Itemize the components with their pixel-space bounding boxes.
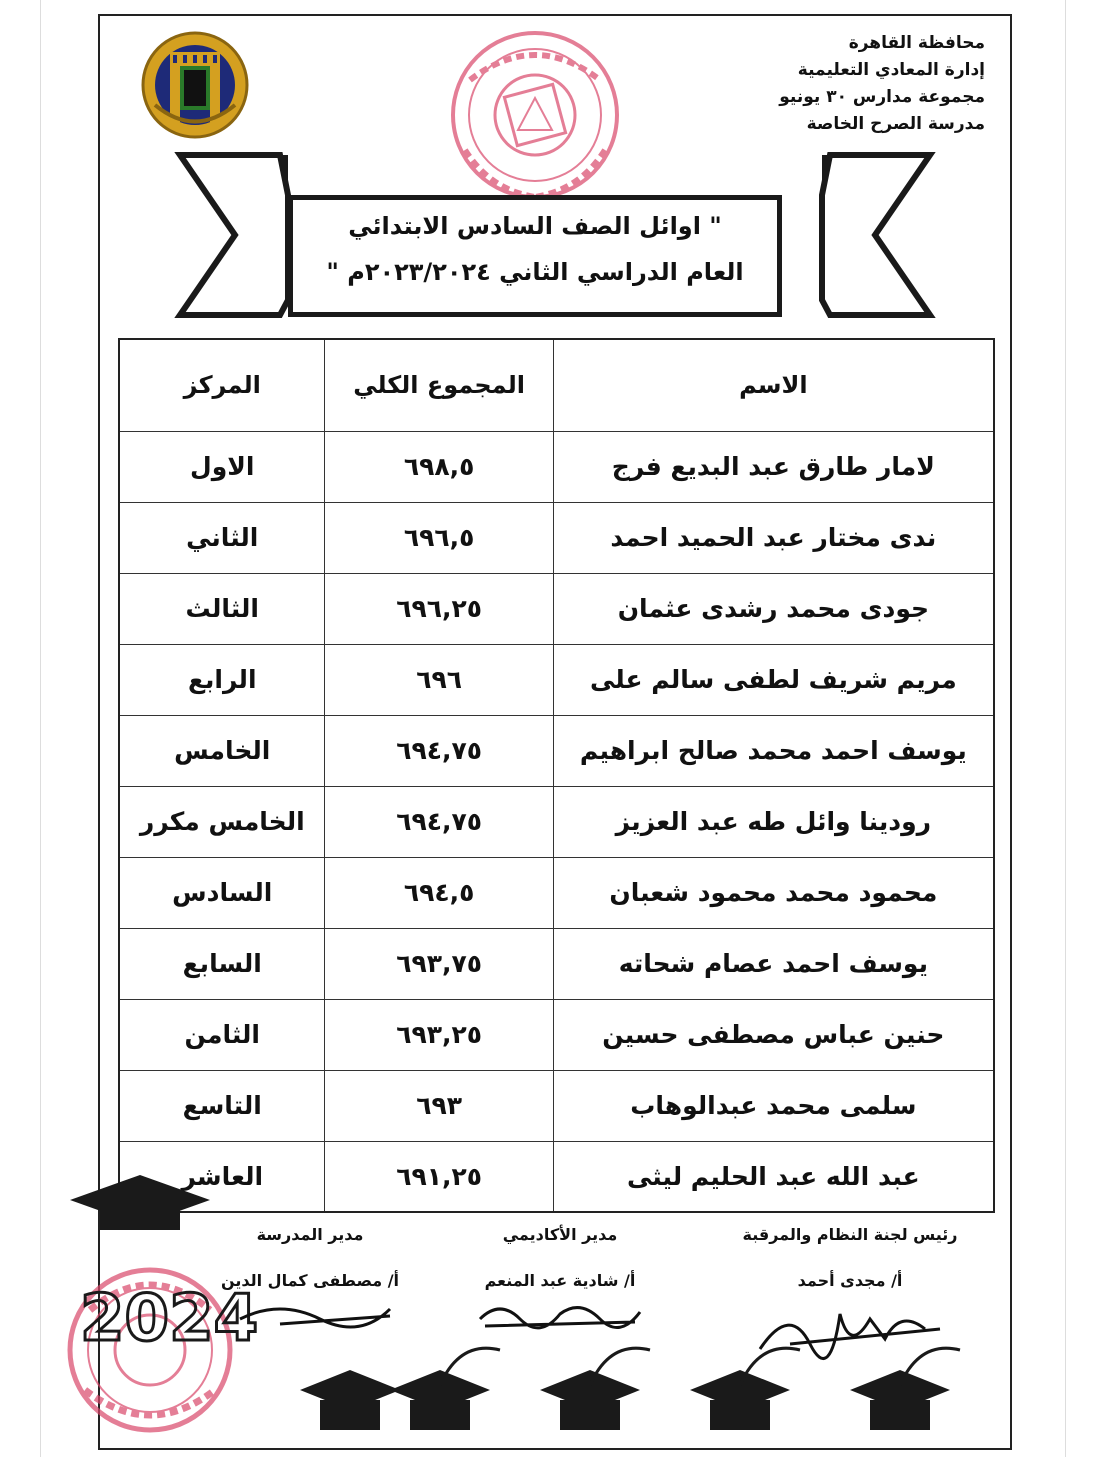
header-name: الاسم	[553, 339, 994, 431]
header-administration: إدارة المعادي التعليمية	[797, 60, 985, 80]
results-table	[118, 338, 995, 1213]
student-name: عبد الله عبد الحليم ليثى	[553, 1141, 994, 1212]
signature-committee	[700, 1225, 1000, 1364]
header-total: المجموع الكلي	[325, 339, 553, 431]
student-rank: الثالث	[119, 573, 325, 644]
student-total: ٦٩١,٢٥	[325, 1141, 553, 1212]
student-rank: العاشر	[119, 1141, 325, 1212]
school-logo-icon	[140, 30, 250, 140]
student-rank: السابع	[119, 928, 325, 999]
committee-name: أ/ مجدى أحمد	[797, 1271, 903, 1290]
committee-role: رئيس لجنة النظام والمرقبة	[742, 1225, 958, 1244]
page-subtitle: العام الدراسي الثاني ٢٠٢٣/٢٠٢٤م "	[326, 258, 744, 286]
student-name: محمود محمد محمود شعبان	[553, 857, 994, 928]
student-name: ندى مختار عبد الحميد احمد	[553, 502, 994, 573]
principal-role: مدير المدرسة	[256, 1225, 364, 1244]
student-total: ٦٩٤,٧٥	[325, 715, 553, 786]
student-rank: التاسع	[119, 1070, 325, 1141]
table-row	[119, 431, 994, 502]
stamp-year: 2024	[80, 1282, 259, 1356]
principal-name: أ/ مصطفى كمال الدين	[220, 1271, 400, 1290]
signature-principal	[160, 1225, 460, 1334]
header-school-group: مجموعة مدارس ٣٠ يونيو	[779, 87, 985, 107]
student-name: حنين عباس مصطفى حسين	[553, 999, 994, 1070]
header-block	[685, 30, 985, 138]
table-row	[119, 1070, 994, 1141]
student-rank: الخامس مكرر	[119, 786, 325, 857]
student-name: رودينا وائل طه عبد العزيز	[553, 786, 994, 857]
scan-edge-left	[40, 0, 41, 1457]
student-name: جودى محمد رشدى عثمان	[553, 573, 994, 644]
header-rank: المركز	[119, 339, 325, 431]
student-name: سلمى محمد عبدالوهاب	[553, 1070, 994, 1141]
academic-role: مدير الأكاديمي	[502, 1225, 618, 1244]
principal-signature-icon	[220, 1294, 400, 1334]
header-school-name: مدرسة الصرح الخاصة	[806, 114, 985, 134]
student-total: ٦٩٦,٥	[325, 502, 553, 573]
student-total: ٦٩٣	[325, 1070, 553, 1141]
committee-signature-icon	[750, 1294, 950, 1364]
academic-name: أ/ شادية عبد المنعم	[484, 1271, 636, 1290]
table-row	[119, 999, 994, 1070]
student-rank: الرابع	[119, 644, 325, 715]
student-total: ٦٩٤,٥	[325, 857, 553, 928]
table-row	[119, 502, 994, 573]
table-row	[119, 644, 994, 715]
student-total: ٦٩٤,٧٥	[325, 786, 553, 857]
student-rank: الثامن	[119, 999, 325, 1070]
table-row	[119, 786, 994, 857]
academic-signature-icon	[470, 1294, 650, 1334]
student-total: ٦٩٦	[325, 644, 553, 715]
table-row	[119, 928, 994, 999]
student-name: يوسف احمد محمد صالح ابراهيم	[553, 715, 994, 786]
student-total: ٦٩٣,٢٥	[325, 999, 553, 1070]
student-name: مريم شريف لطفى سالم على	[553, 644, 994, 715]
table-row	[119, 715, 994, 786]
student-total: ٦٩٨,٥	[325, 431, 553, 502]
student-name: لامار طارق عبد البديع فرج	[553, 431, 994, 502]
student-rank: الثاني	[119, 502, 325, 573]
title-box	[288, 195, 782, 317]
header-governorate: محافظة القاهرة	[848, 33, 985, 53]
page-title: " اوائل الصف السادس الابتدائي	[348, 212, 722, 240]
table-header-row	[119, 339, 994, 431]
table-row	[119, 857, 994, 928]
student-total: ٦٩٦,٢٥	[325, 573, 553, 644]
table-row	[119, 573, 994, 644]
student-total: ٦٩٣,٧٥	[325, 928, 553, 999]
student-rank: الخامس	[119, 715, 325, 786]
student-rank: الاول	[119, 431, 325, 502]
scan-edge-right	[1065, 0, 1066, 1457]
student-name: يوسف احمد عصام شحاته	[553, 928, 994, 999]
student-rank: السادس	[119, 857, 325, 928]
